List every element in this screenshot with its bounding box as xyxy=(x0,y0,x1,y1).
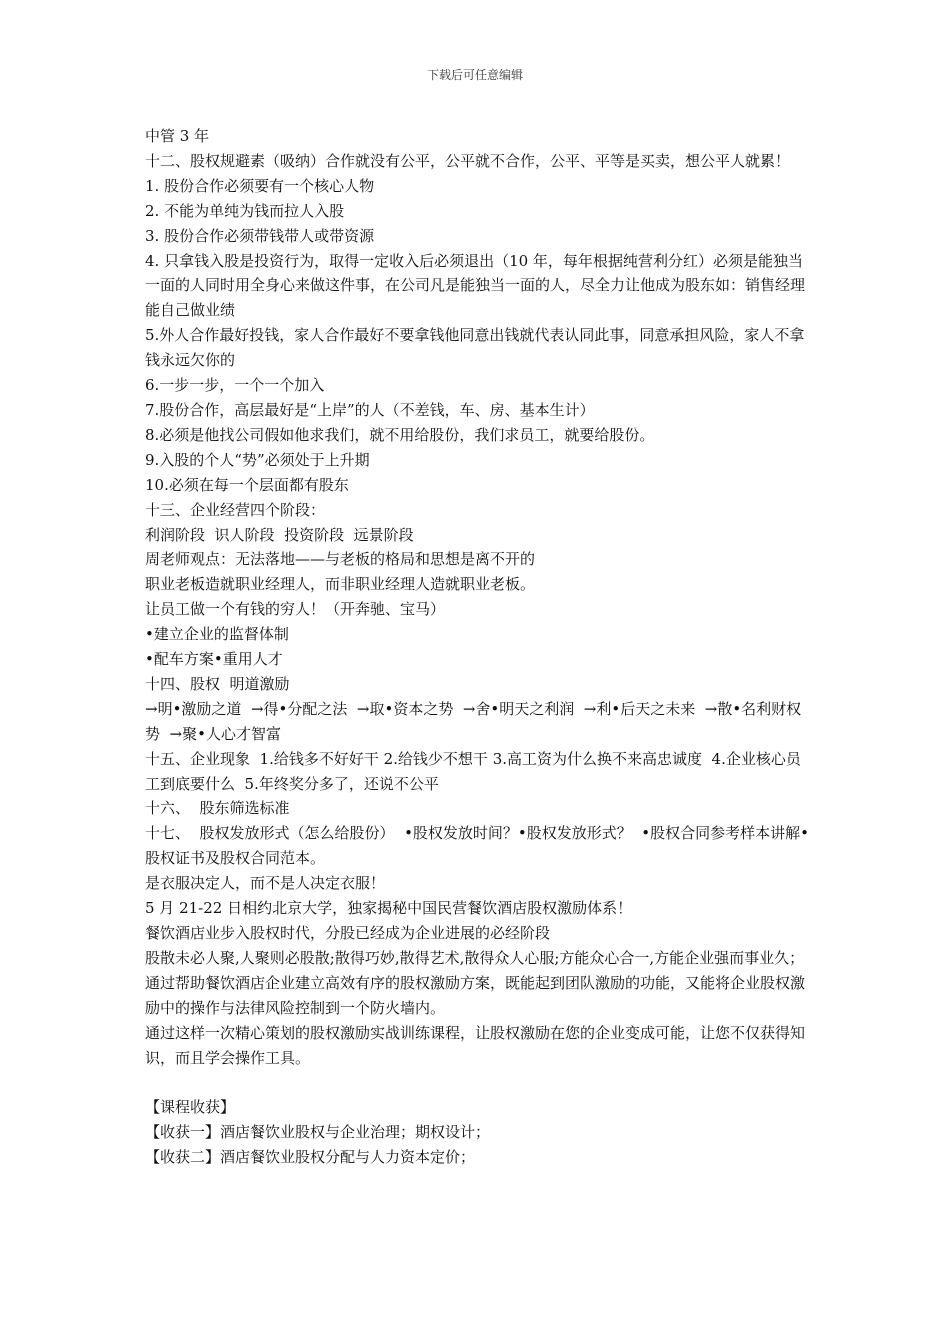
text-line: 十二、股权规避素（吸纳）合作就没有公平，公平就不合作，公平、平等是买卖，想公平人就累！ xyxy=(145,151,791,170)
text-line: 8.必须是他找公司假如他求我们，就不用给股份，我们求员工，就要给股份。 xyxy=(145,425,655,444)
text-line: 十七、 股权发放形式（怎么给股份） •股权发放时间？•股权发放形式？ •股权合同参考样本讲解•股权证书及股权合同范本。 xyxy=(145,824,810,868)
text-line: 让员工做一个有钱的穷人！（开奔驰、宝马） xyxy=(145,600,446,619)
text-line: 5.外人合作最好投钱，家人合作最好不要拿钱他同意出钱就代表认同此事，同意承担风险，家人不拿钱永远欠你的 xyxy=(145,326,805,370)
blank-line xyxy=(145,1070,815,1095)
document-body xyxy=(145,124,815,1170)
text-line: 【收获二】酒店餐饮业股权分配与人力资本定价； xyxy=(145,1148,476,1167)
text-line: 周老师观点：无法落地——与老板的格局和思想是离不开的 xyxy=(145,550,536,569)
text-line: 【收获一】酒店餐饮业股权与企业治理；期权设计； xyxy=(145,1123,491,1142)
text-line: 十四、股权 明道激励 xyxy=(145,674,290,693)
text-line: 1. 股份合作必须要有一个核心人物 xyxy=(145,176,375,195)
text-line: 是衣服决定人，而不是人决定衣服！ xyxy=(145,874,386,893)
text-line: •配车方案•重用人才 xyxy=(145,650,283,669)
text-line: 3. 股份合作必须带钱带人或带资源 xyxy=(145,226,375,245)
page-header: 下载后可任意编辑 xyxy=(426,68,523,82)
text-line: 餐饮酒店业步入股权时代，分股已经成为企业进展的必经阶段 xyxy=(145,924,551,942)
text-line: 2. 不能为单纯为钱而拉人入股 xyxy=(145,201,345,220)
text-line: 通过帮助餐饮酒店企业建立高效有序的股权激励方案，既能起到团队激励的功能，又能将企业股权激励中的操作与法律风险控制到一个防火墙内。 xyxy=(145,973,806,1017)
text-line: 6.一步一步，一个一个加入 xyxy=(145,376,325,395)
text-line: 十六、 股东筛选标准 xyxy=(145,799,290,818)
text-line: 5 月 21-22 日相约北京大学，独家揭秘中国民营餐饮酒店股权激励体系！ xyxy=(145,899,633,918)
text-line: 9.入股的个人“势”必须处于上升期 xyxy=(145,450,370,469)
text-line: 股散未必人聚,人聚则必股散;散得巧妙,散得艺术,散得众人心服;方能众心合一,方能企业强而事业久； xyxy=(145,948,805,967)
text-line: 十五、企业现象 1.给钱多不好好干 2.给钱少不想干 3.高工资为什么换不来高忠诚度 4.企业核心员工到底要什么 5.年终奖分多了，还说不公平 xyxy=(145,749,801,793)
text-line: 【课程收获】 xyxy=(145,1098,236,1117)
text-line: 利润阶段 识人阶段 投资阶段 远景阶段 xyxy=(145,525,414,544)
text-line: 通过这样一次精心策划的股权激励实战训练课程，让股权激励在您的企业变成可能，让您不仅获得知识，而且学会操作工具。 xyxy=(145,1023,806,1067)
text-line: •建立企业的监督体制 xyxy=(145,625,289,644)
text-line: 十三、企业经营四个阶段： xyxy=(145,500,326,519)
text-line: →明•激励之道 →得•分配之法 →取•资本之势 →舍•明天之利润 →利•后天之未来 →散•名利财权势 →聚•人心才智富 xyxy=(145,699,802,743)
text-line: 7.股份合作，高层最好是“上岸”的人（不差钱，车、房、基本生计） xyxy=(145,400,595,419)
text-line: 中管 3 年 xyxy=(145,127,210,145)
text-line: 职业老板造就职业经理人，而非职业经理人造就职业老板。 xyxy=(145,575,536,594)
text-line: 4. 只拿钱入股是投资行为，取得一定收入后必须退出（10 年，每年根据纯营利分红）必须是能独当一面的人同时用全身心来做这件事，在公司凡是能独当一面的人，尽全力让他成为股东如：销售经理能自己做业绩 xyxy=(145,251,806,320)
text-line: 10.必须在每一个层面都有股东 xyxy=(145,475,349,494)
